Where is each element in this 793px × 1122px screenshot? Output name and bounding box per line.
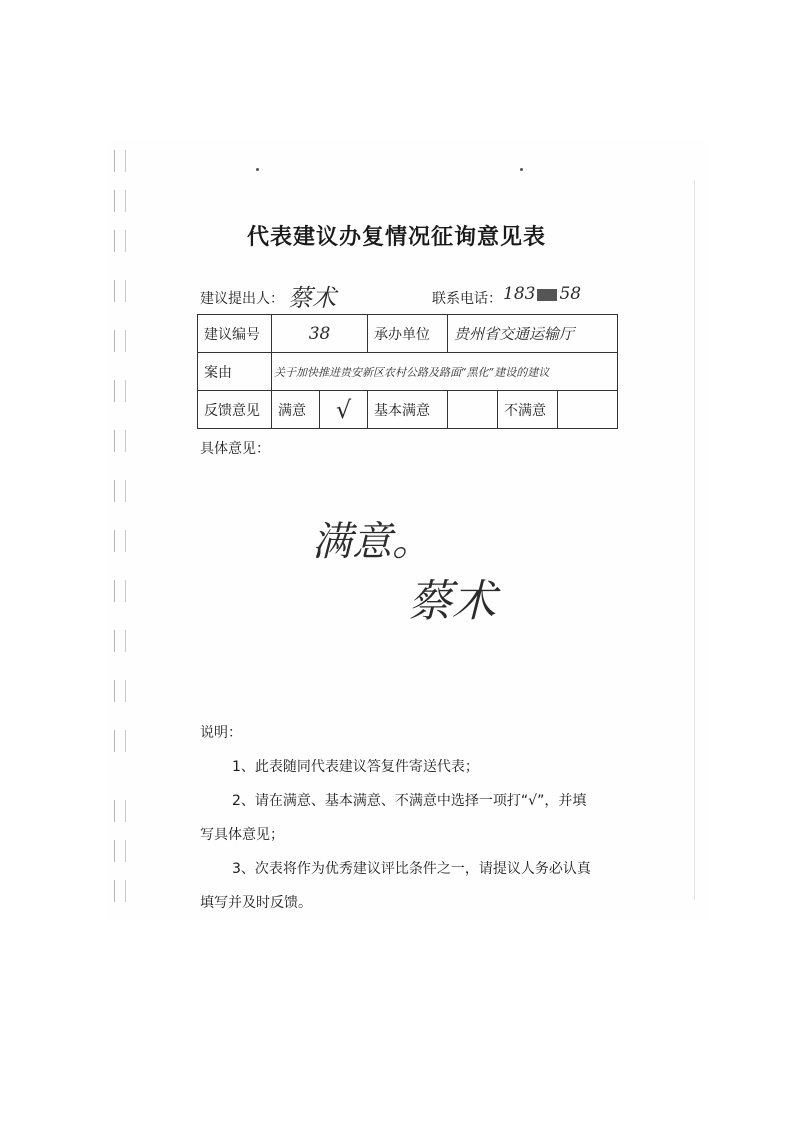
feedback-label-cell: 反馈意见 (198, 391, 272, 429)
binding-holes (114, 150, 128, 910)
notes-heading: 说明： (200, 725, 242, 741)
phone-value: 183 58 (503, 284, 582, 304)
phone-label: 联系电话： (432, 291, 502, 307)
note-item: 1、此表随同代表建议答复件寄送代表； (232, 759, 479, 775)
handwritten-signature: 蔡术 (408, 576, 496, 627)
unsatisfied-check-cell (558, 391, 618, 429)
basic-satisfied-label-cell: 基本满意 (368, 391, 448, 429)
note-item-continued: 填写并及时反馈。 (200, 895, 312, 911)
handwritten-opinion: 满意。 (312, 519, 432, 565)
opinion-label: 具体意见： (200, 441, 270, 457)
note-item-continued: 写具体意见； (200, 827, 284, 843)
scan-speck (520, 168, 523, 171)
handler-label-cell: 承办单位 (368, 315, 448, 353)
instructions (200, 716, 640, 920)
number-label-cell: 建议编号 (198, 315, 272, 353)
proposer-label: 建议提出人： (200, 291, 284, 307)
number-value-cell: 38 (272, 315, 368, 353)
satisfied-check-cell: √ (320, 391, 368, 429)
proposer-name-handwritten: 蔡术 (288, 284, 336, 312)
redaction-block (537, 289, 557, 301)
scan-speck (256, 168, 259, 171)
table-row (198, 353, 618, 391)
note-item: 2、请在满意、基本满意、不满意中选择一项打“√”，并填 (232, 793, 587, 809)
basic-satisfied-check-cell (448, 391, 498, 429)
scan-edge-line (694, 180, 695, 900)
table-row (198, 315, 618, 353)
unsatisfied-label-cell: 不满意 (498, 391, 558, 429)
handler-value-cell: 贵州省交通运输厅 (448, 315, 618, 353)
table-row (198, 391, 618, 429)
case-label-cell: 案由 (198, 353, 272, 391)
note-item: 3、次表将作为优秀建议评比条件之一，请提议人务必认真 (232, 861, 591, 877)
proposal-table (197, 314, 618, 429)
case-value-cell: 关于加快推进贵安新区农村公路及路面“黑化”建设的建议 (272, 353, 618, 391)
satisfied-label-cell: 满意 (272, 391, 320, 429)
form-title: 代表建议办复情况征询意见表 (246, 225, 546, 250)
